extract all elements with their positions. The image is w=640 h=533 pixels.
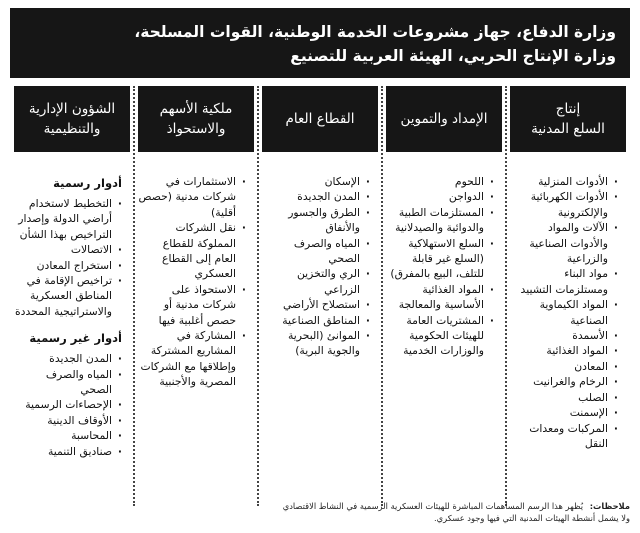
list-item: · المدن الجديدة bbox=[14, 351, 122, 366]
column-item-list bbox=[262, 174, 370, 359]
column-header-line-1: القطاع العام bbox=[285, 111, 355, 127]
list-item: · الدواجن bbox=[386, 189, 494, 204]
list-item: · الري والتخزين الزراعي bbox=[262, 266, 370, 297]
column-header-line-1: ملكية الأسهم bbox=[159, 101, 233, 117]
footnote bbox=[10, 500, 630, 524]
unofficial-roles-heading: أدوار غير رسمية bbox=[29, 331, 122, 346]
column-civilian-goods bbox=[506, 86, 630, 506]
list-item: · المدن الجديدة bbox=[262, 189, 370, 204]
list-item: · الطرق والجسور والأنفاق bbox=[262, 205, 370, 236]
list-item: · المواد الكيماوية الصناعية bbox=[510, 297, 618, 328]
list-item: · الآلات والمواد والأدوات الصناعية والزراعية bbox=[510, 220, 618, 266]
list-item: · الأسمدة bbox=[510, 328, 618, 343]
column-header bbox=[386, 86, 502, 152]
footnote-line-2: ولا يشمل أنشطة الهيئات المدنية التي فيها وجود عسكري. bbox=[434, 513, 630, 523]
column-supply bbox=[382, 86, 506, 506]
category-columns bbox=[10, 86, 630, 506]
column-item-list bbox=[138, 174, 246, 390]
column-public-sector bbox=[258, 86, 382, 506]
list-item: · المحاسبة bbox=[14, 428, 122, 443]
list-item: · المركبات ومعدات النقل bbox=[510, 421, 618, 452]
list-item: · استصلاح الأراضي bbox=[262, 297, 370, 312]
unofficial-roles-list bbox=[14, 351, 122, 459]
list-item: · تراخيص الإقامة في المناطق العسكرية والاستراتيجية المحددة bbox=[14, 273, 122, 319]
list-item: · الاتصالات bbox=[14, 242, 122, 257]
column-header-line-1: الإمداد والتموين bbox=[400, 111, 488, 127]
list-item: · الإحصاءات الرسمية bbox=[14, 397, 122, 412]
footnote-line-1: يُظهر هذا الرسم المساهمات المباشرة للهيئات العسكرية الرسمية في النشاط الاقتصادي bbox=[282, 501, 584, 511]
list-item: · المياه والصرف الصحي bbox=[14, 367, 122, 398]
column-header-line-2: والاستحواذ bbox=[166, 121, 226, 137]
list-item: · المياه والصرف الصحي bbox=[262, 236, 370, 267]
column-header bbox=[262, 86, 378, 152]
list-item: · المواد الغذائية الأساسية والمعالجة bbox=[386, 282, 494, 313]
list-item: · الأدوات المنزلية bbox=[510, 174, 618, 189]
list-item: · المشتريات العامة للهيئات الحكومية والوزارات الخدمية bbox=[386, 313, 494, 359]
column-item-list bbox=[386, 174, 494, 359]
column-header bbox=[14, 86, 130, 152]
list-item: · اللحوم bbox=[386, 174, 494, 189]
list-item: · صناديق التنمية bbox=[14, 444, 122, 459]
list-item: · مواد البناء ومستلزمات التشييد bbox=[510, 266, 618, 297]
column-item-list bbox=[510, 174, 618, 451]
list-item: · الاستثمارات في شركات مدنية (حصص أقلية) bbox=[138, 174, 246, 220]
diagram-title-bar bbox=[10, 8, 630, 78]
list-item: · المشاركة في المشاريع المشتركة وإطلاقها مع الشركات المصرية والأجنبية bbox=[138, 328, 246, 390]
list-item: · المستلزمات الطبية والدوائية والصيدلانية bbox=[386, 205, 494, 236]
column-administrative bbox=[10, 86, 134, 506]
list-item: · الأدوات الكهربائية والإلكترونية bbox=[510, 189, 618, 220]
official-roles-heading: أدوار رسمية bbox=[53, 176, 122, 190]
list-item: · التخطيط لاستخدام أراضي الدولة وإصدار التراخيص بهذا الشأن bbox=[14, 196, 122, 242]
column-equity bbox=[134, 86, 258, 506]
list-item: · المعادن bbox=[510, 359, 618, 374]
footnote-label: ملاحظات: bbox=[589, 501, 630, 511]
list-item: · نقل الشركات المملوكة للقطاع العام إلى القطاع العسكري bbox=[138, 220, 246, 282]
title-line-1: وزارة الدفاع، جهاز مشروعات الخدمة الوطنية، القوات المسلحة، bbox=[134, 23, 616, 41]
column-header-line-2: السلع المدنية bbox=[531, 121, 605, 137]
official-roles-list bbox=[14, 196, 122, 319]
list-item: · السلع الاستهلاكية (السلع غير قابلة للتلف، البيع بالمفرق) bbox=[386, 236, 494, 282]
list-item: · الصلب bbox=[510, 390, 618, 405]
list-item: · المواد الغذائية bbox=[510, 343, 618, 358]
column-header-line-1: الشؤون الإدارية bbox=[28, 101, 116, 117]
list-item: · الاستحواذ على شركات مدنية أو حصص أغلبية فيها bbox=[138, 282, 246, 328]
list-item: · استخراج المعادن bbox=[14, 258, 122, 273]
list-item: · الأوقاف الدينية bbox=[14, 413, 122, 428]
column-header bbox=[510, 86, 626, 152]
list-item: · الإسمنت bbox=[510, 405, 618, 420]
list-item: · الرخام والغرانيت bbox=[510, 374, 618, 389]
title-line-2: وزارة الإنتاج الحربي، الهيئة العربية للتصنيع bbox=[290, 47, 616, 65]
list-item: · الإسكان bbox=[262, 174, 370, 189]
list-item: · الموانئ (البحرية والجوية البرية) bbox=[262, 328, 370, 359]
column-header bbox=[138, 86, 254, 152]
list-item: · المناطق الصناعية bbox=[262, 313, 370, 328]
column-header-line-1: إنتاج bbox=[555, 101, 581, 117]
column-header-line-2: والتنظيمية bbox=[43, 121, 101, 137]
